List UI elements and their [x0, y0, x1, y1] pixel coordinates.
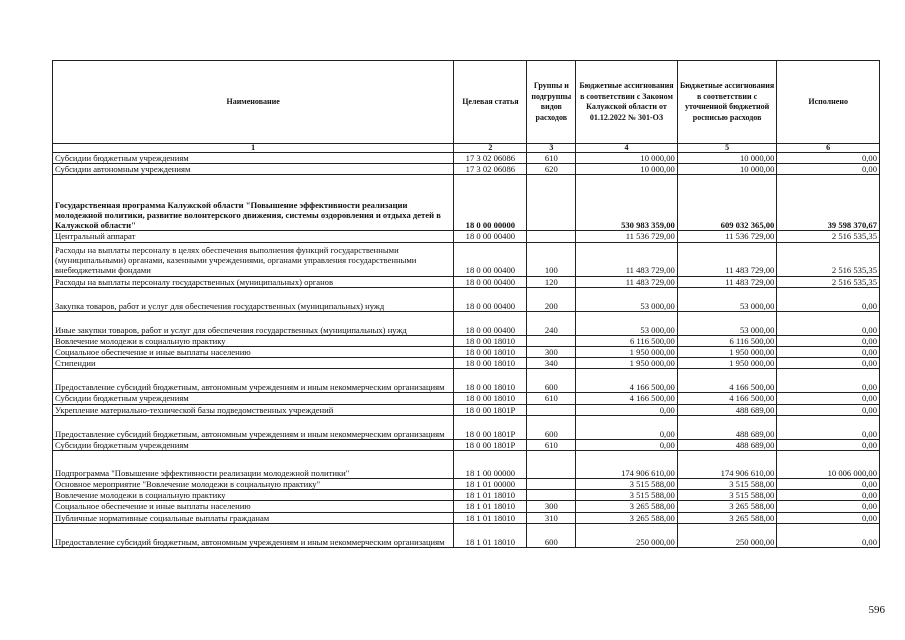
row-revised-allocation: 3 265 588,00 [677, 512, 777, 523]
row-law-allocation: 250 000,00 [576, 523, 678, 547]
header-law-allocations: Бюджетные ассигнования в соответствии с Законом Калужской области от 01.12.2022 № 301-ОЗ [576, 61, 678, 144]
row-law-allocation: 4 166 500,00 [576, 393, 678, 404]
row-executed: 0,00 [777, 415, 880, 439]
row-law-allocation: 1 950 000,00 [576, 358, 678, 369]
row-executed: 0,00 [777, 347, 880, 358]
row-expense-group: 610 [527, 393, 576, 404]
row-executed: 0,00 [777, 311, 880, 335]
row-revised-allocation: 1 950 000,00 [677, 347, 777, 358]
table-row [53, 501, 880, 512]
header-executed: Исполнено [777, 61, 880, 144]
row-revised-allocation: 4 166 500,00 [677, 393, 777, 404]
row-target-article: 18 0 00 00000 [454, 175, 527, 231]
column-number: 1 [53, 144, 454, 153]
column-number: 2 [454, 144, 527, 153]
table-row [53, 451, 880, 479]
header-row [53, 61, 880, 144]
row-target-article: 18 1 01 18010 [454, 512, 527, 523]
row-law-allocation: 0,00 [576, 415, 678, 439]
row-expense-group: 600 [527, 415, 576, 439]
row-executed: 0,00 [777, 523, 880, 547]
row-revised-allocation: 1 950 000,00 [677, 358, 777, 369]
row-executed: 0,00 [777, 393, 880, 404]
row-executed: 39 598 370,67 [777, 175, 880, 231]
row-expense-group: 240 [527, 311, 576, 335]
header-revised-allocations: Бюджетные ассигнования в соответствии с уточненной бюджетной росписью расходов [677, 61, 777, 144]
row-target-article: 18 0 00 00400 [454, 311, 527, 335]
row-revised-allocation: 11 483 729,00 [677, 242, 777, 276]
row-law-allocation: 3 515 588,00 [576, 479, 678, 490]
row-revised-allocation: 6 116 500,00 [677, 335, 777, 346]
row-name: Предоставление субсидий бюджетным, автономным учреждениям и иным некоммерческим организациям [53, 523, 454, 547]
row-expense-group: 610 [527, 439, 576, 450]
table-row [53, 369, 880, 393]
row-expense-group [527, 479, 576, 490]
row-expense-group [527, 404, 576, 415]
row-executed: 2 516 535,35 [777, 276, 880, 287]
row-law-allocation: 4 166 500,00 [576, 369, 678, 393]
row-expense-group [527, 175, 576, 231]
column-number: 3 [527, 144, 576, 153]
table-row [53, 490, 880, 501]
table-row [53, 393, 880, 404]
row-name: Расходы на выплаты персоналу государственных (муниципальных) органов [53, 276, 454, 287]
row-executed: 0,00 [777, 479, 880, 490]
table-row [53, 415, 880, 439]
header-target-article: Целевая статья [454, 61, 527, 144]
header-expense-groups: Группы и подгруппы видов расходов [527, 61, 576, 144]
row-expense-group: 600 [527, 369, 576, 393]
row-target-article: 18 0 00 18010 [454, 393, 527, 404]
row-name: Субсидии автономным учреждениям [53, 164, 454, 175]
row-law-allocation: 11 536 729,00 [576, 231, 678, 242]
row-executed: 10 006 000,00 [777, 451, 880, 479]
row-name: Стипендии [53, 358, 454, 369]
row-name: Укрепление материально-технической базы подведомственных учреждений [53, 404, 454, 415]
row-revised-allocation: 250 000,00 [677, 523, 777, 547]
row-revised-allocation: 10 000,00 [677, 164, 777, 175]
row-revised-allocation: 174 906 610,00 [677, 451, 777, 479]
row-name: Субсидии бюджетным учреждениям [53, 439, 454, 450]
budget-table [52, 60, 880, 548]
row-expense-group: 340 [527, 358, 576, 369]
row-target-article: 18 0 00 18010 [454, 335, 527, 346]
row-target-article: 18 0 00 18010 [454, 369, 527, 393]
row-name: Иные закупки товаров, работ и услуг для обеспечения государственных (муниципальных) нужд [53, 311, 454, 335]
table-row [53, 523, 880, 547]
row-revised-allocation: 10 000,00 [677, 153, 777, 164]
row-target-article: 18 0 00 00400 [454, 276, 527, 287]
table-row [53, 358, 880, 369]
row-target-article: 18 0 00 1801P [454, 439, 527, 450]
row-law-allocation: 0,00 [576, 439, 678, 450]
row-expense-group [527, 231, 576, 242]
row-law-allocation: 530 983 359,00 [576, 175, 678, 231]
row-expense-group: 300 [527, 501, 576, 512]
row-expense-group [527, 451, 576, 479]
row-name: Закупка товаров, работ и услуг для обеспечения государственных (муниципальных) нужд [53, 287, 454, 311]
row-executed: 0,00 [777, 369, 880, 393]
table-row [53, 231, 880, 242]
row-expense-group: 100 [527, 242, 576, 276]
row-target-article: 18 0 00 1801P [454, 415, 527, 439]
table-row [53, 242, 880, 276]
row-name: Социальное обеспечение и иные выплаты населению [53, 501, 454, 512]
page-number: 596 [868, 604, 885, 616]
row-law-allocation: 10 000,00 [576, 153, 678, 164]
row-expense-group: 600 [527, 523, 576, 547]
row-expense-group: 300 [527, 347, 576, 358]
row-expense-group: 120 [527, 276, 576, 287]
row-law-allocation: 6 116 500,00 [576, 335, 678, 346]
row-revised-allocation: 53 000,00 [677, 287, 777, 311]
row-name: Предоставление субсидий бюджетным, автономным учреждениям и иным некоммерческим организациям [53, 369, 454, 393]
column-number: 4 [576, 144, 678, 153]
row-target-article: 18 1 01 00000 [454, 479, 527, 490]
row-name: Центральный аппарат [53, 231, 454, 242]
row-law-allocation: 11 483 729,00 [576, 276, 678, 287]
row-target-article: 18 0 00 18010 [454, 358, 527, 369]
row-law-allocation: 3 265 588,00 [576, 512, 678, 523]
row-executed: 2 516 535,35 [777, 231, 880, 242]
row-expense-group [527, 490, 576, 501]
row-revised-allocation: 488 689,00 [677, 415, 777, 439]
row-revised-allocation: 488 689,00 [677, 439, 777, 450]
row-executed: 0,00 [777, 512, 880, 523]
row-target-article: 17 3 02 06086 [454, 164, 527, 175]
row-name: Вовлечение молодежи в социальную практику [53, 490, 454, 501]
row-target-article: 18 0 00 1801P [454, 404, 527, 415]
table-row [53, 404, 880, 415]
row-revised-allocation: 609 032 365,00 [677, 175, 777, 231]
table-row [53, 287, 880, 311]
row-law-allocation: 0,00 [576, 404, 678, 415]
row-executed: 0,00 [777, 358, 880, 369]
row-target-article: 18 0 00 00400 [454, 242, 527, 276]
table-row [53, 311, 880, 335]
row-name: Субсидии бюджетным учреждениям [53, 153, 454, 164]
row-name: Подпрограмма "Повышение эффективности реализации молодежной политики" [53, 451, 454, 479]
row-executed: 0,00 [777, 404, 880, 415]
row-target-article: 18 1 01 18010 [454, 501, 527, 512]
row-target-article: 18 1 01 18010 [454, 523, 527, 547]
row-revised-allocation: 3 265 588,00 [677, 501, 777, 512]
row-name: Расходы на выплаты персоналу в целях обеспечения выполнения функций государственными (муниципальными) органами, казенными учреждениями, органами управления государственными внебюджетными фондами [53, 242, 454, 276]
budget-table-container [52, 60, 880, 548]
row-expense-group: 200 [527, 287, 576, 311]
row-executed: 0,00 [777, 164, 880, 175]
row-law-allocation: 10 000,00 [576, 164, 678, 175]
row-name: Предоставление субсидий бюджетным, автономным учреждениям и иным некоммерческим организациям [53, 415, 454, 439]
row-revised-allocation: 3 515 588,00 [677, 479, 777, 490]
table-row [53, 439, 880, 450]
row-revised-allocation: 11 536 729,00 [677, 231, 777, 242]
row-executed: 0,00 [777, 153, 880, 164]
row-executed: 0,00 [777, 490, 880, 501]
table-row [53, 479, 880, 490]
row-name: Субсидии бюджетным учреждениям [53, 393, 454, 404]
row-target-article: 18 1 01 18010 [454, 490, 527, 501]
table-row [53, 335, 880, 346]
table-row [53, 164, 880, 175]
row-expense-group [527, 335, 576, 346]
row-name: Социальное обеспечение и иные выплаты населению [53, 347, 454, 358]
row-revised-allocation: 488 689,00 [677, 404, 777, 415]
row-target-article: 18 1 00 00000 [454, 451, 527, 479]
table-row [53, 347, 880, 358]
row-name: Вовлечение молодежи в социальную практику [53, 335, 454, 346]
row-law-allocation: 53 000,00 [576, 287, 678, 311]
column-number-row [53, 144, 880, 153]
column-number: 6 [777, 144, 880, 153]
row-revised-allocation: 53 000,00 [677, 311, 777, 335]
row-name: Основное мероприятие "Вовлечение молодежи в социальную практику" [53, 479, 454, 490]
row-law-allocation: 3 265 588,00 [576, 501, 678, 512]
row-executed: 2 516 535,35 [777, 242, 880, 276]
table-row [53, 276, 880, 287]
row-target-article: 18 0 00 00400 [454, 287, 527, 311]
row-executed: 0,00 [777, 501, 880, 512]
header-name: Наименование [53, 61, 454, 144]
row-revised-allocation: 3 515 588,00 [677, 490, 777, 501]
row-target-article: 18 0 00 00400 [454, 231, 527, 242]
row-expense-group: 620 [527, 164, 576, 175]
row-law-allocation: 11 483 729,00 [576, 242, 678, 276]
table-row [53, 175, 880, 231]
table-body [53, 153, 880, 548]
row-expense-group: 610 [527, 153, 576, 164]
row-executed: 0,00 [777, 439, 880, 450]
row-law-allocation: 3 515 588,00 [576, 490, 678, 501]
column-number: 5 [677, 144, 777, 153]
row-executed: 0,00 [777, 287, 880, 311]
row-expense-group: 310 [527, 512, 576, 523]
row-law-allocation: 53 000,00 [576, 311, 678, 335]
row-executed: 0,00 [777, 335, 880, 346]
row-target-article: 18 0 00 18010 [454, 347, 527, 358]
row-revised-allocation: 4 166 500,00 [677, 369, 777, 393]
row-revised-allocation: 11 483 729,00 [677, 276, 777, 287]
table-row [53, 153, 880, 164]
row-law-allocation: 1 950 000,00 [576, 347, 678, 358]
row-law-allocation: 174 906 610,00 [576, 451, 678, 479]
row-name: Публичные нормативные социальные выплаты гражданам [53, 512, 454, 523]
table-row [53, 512, 880, 523]
row-name: Государственная программа Калужской области "Повышение эффективности реализации молодежной политики, развитие волонтерского движения, системы оздоровления и отдыха детей в Калужской области" [53, 175, 454, 231]
row-target-article: 17 3 02 06086 [454, 153, 527, 164]
